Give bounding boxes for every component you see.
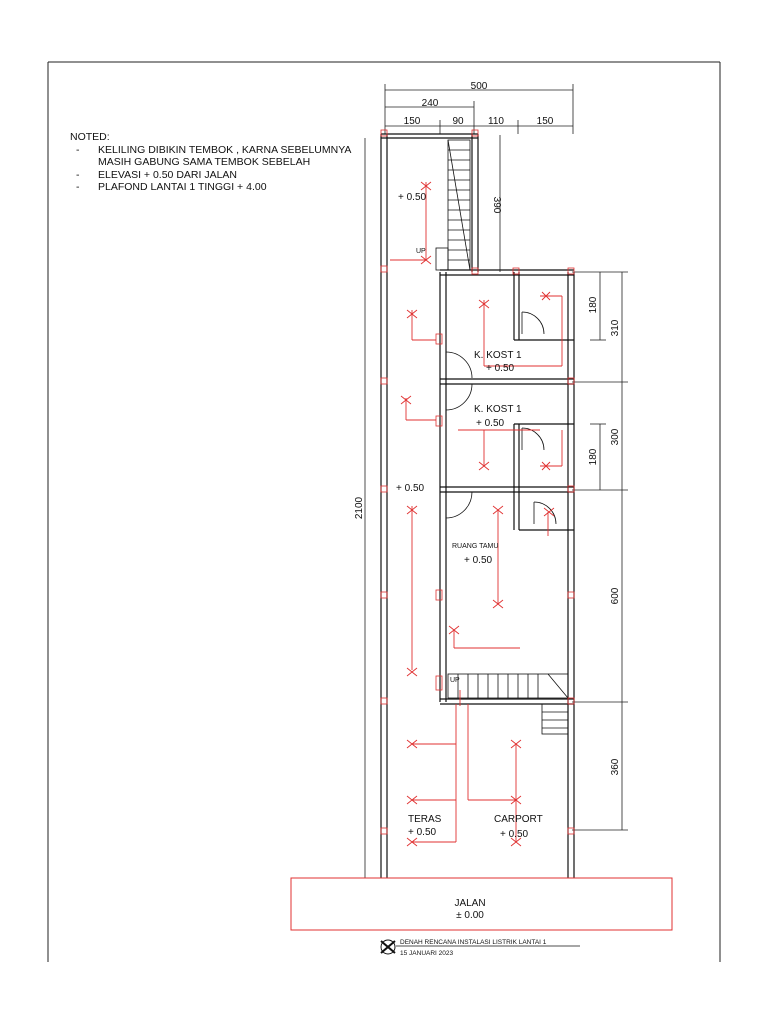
elev-top-label: + 0.50 bbox=[398, 192, 427, 203]
dim-right-180b: 180 bbox=[588, 448, 599, 466]
kost1-a-elev: + 0.50 bbox=[486, 363, 515, 374]
road bbox=[291, 878, 672, 930]
dim-seg-2: 90 bbox=[452, 116, 464, 127]
stairs-top bbox=[436, 140, 470, 270]
dim-seg-1: 150 bbox=[403, 116, 421, 127]
carport-name: CARPORT bbox=[494, 814, 543, 825]
up-bottom-label: UP bbox=[450, 677, 460, 684]
kost1-b-name: K. KOST 1 bbox=[474, 404, 522, 415]
dim-seg-3: 110 bbox=[488, 116, 504, 127]
room-labels bbox=[396, 192, 543, 840]
note-text: MASIH GABUNG SAMA TEMBOK SEBELAH bbox=[98, 156, 311, 168]
dim-stair-top: 390 bbox=[491, 196, 502, 214]
notes-heading: NOTED: bbox=[70, 131, 110, 143]
dim-top-left: 240 bbox=[421, 98, 439, 109]
carport-elev: + 0.50 bbox=[500, 829, 529, 840]
title-date: 15 JANUARI 2023 bbox=[400, 950, 454, 957]
electrical-wiring bbox=[390, 182, 562, 846]
jalan-elev: ± 0.00 bbox=[456, 910, 484, 921]
note-text: PLAFOND LANTAI 1 TINGGI + 4.00 bbox=[98, 181, 267, 193]
dim-right-310: 310 bbox=[610, 319, 621, 337]
kost1-a-name: K. KOST 1 bbox=[474, 350, 522, 361]
sheet-frame bbox=[48, 62, 720, 962]
note-text: ELEVASI + 0.50 DARI JALAN bbox=[98, 168, 237, 181]
note-dash: - bbox=[76, 168, 80, 181]
ruang-tamu-name: RUANG TAMU bbox=[452, 543, 499, 550]
ruang-tamu-elev: + 0.50 bbox=[464, 555, 493, 566]
note-dash: - bbox=[76, 181, 80, 193]
teras-name: TERAS bbox=[408, 814, 442, 825]
elev-mid-label: + 0.50 bbox=[396, 483, 425, 494]
dim-top-total: 500 bbox=[470, 81, 488, 92]
dim-right-180a: 180 bbox=[588, 296, 599, 314]
walls bbox=[381, 134, 574, 878]
jalan-name: JALAN bbox=[454, 898, 486, 909]
dim-right-600: 600 bbox=[610, 587, 621, 605]
title-text: DENAH RENCANA INSTALASI LISTRIK LANTAI 1 bbox=[400, 939, 547, 946]
north-arrow-fill-icon bbox=[381, 941, 395, 953]
dim-seg-4: 150 bbox=[536, 116, 554, 127]
dim-left-total: 2100 bbox=[354, 496, 365, 520]
kost1-b-elev: + 0.50 bbox=[476, 418, 505, 429]
note-dash: - bbox=[76, 143, 80, 156]
dim-right-300: 300 bbox=[610, 428, 621, 446]
up-top-label: UP bbox=[416, 248, 426, 255]
dim-right-360: 360 bbox=[610, 758, 621, 776]
note-text: KELILING DIBIKIN TEMBOK , KARNA SEBELUMNYA bbox=[98, 143, 352, 156]
teras-elev: + 0.50 bbox=[408, 827, 437, 838]
title-block bbox=[381, 939, 580, 957]
